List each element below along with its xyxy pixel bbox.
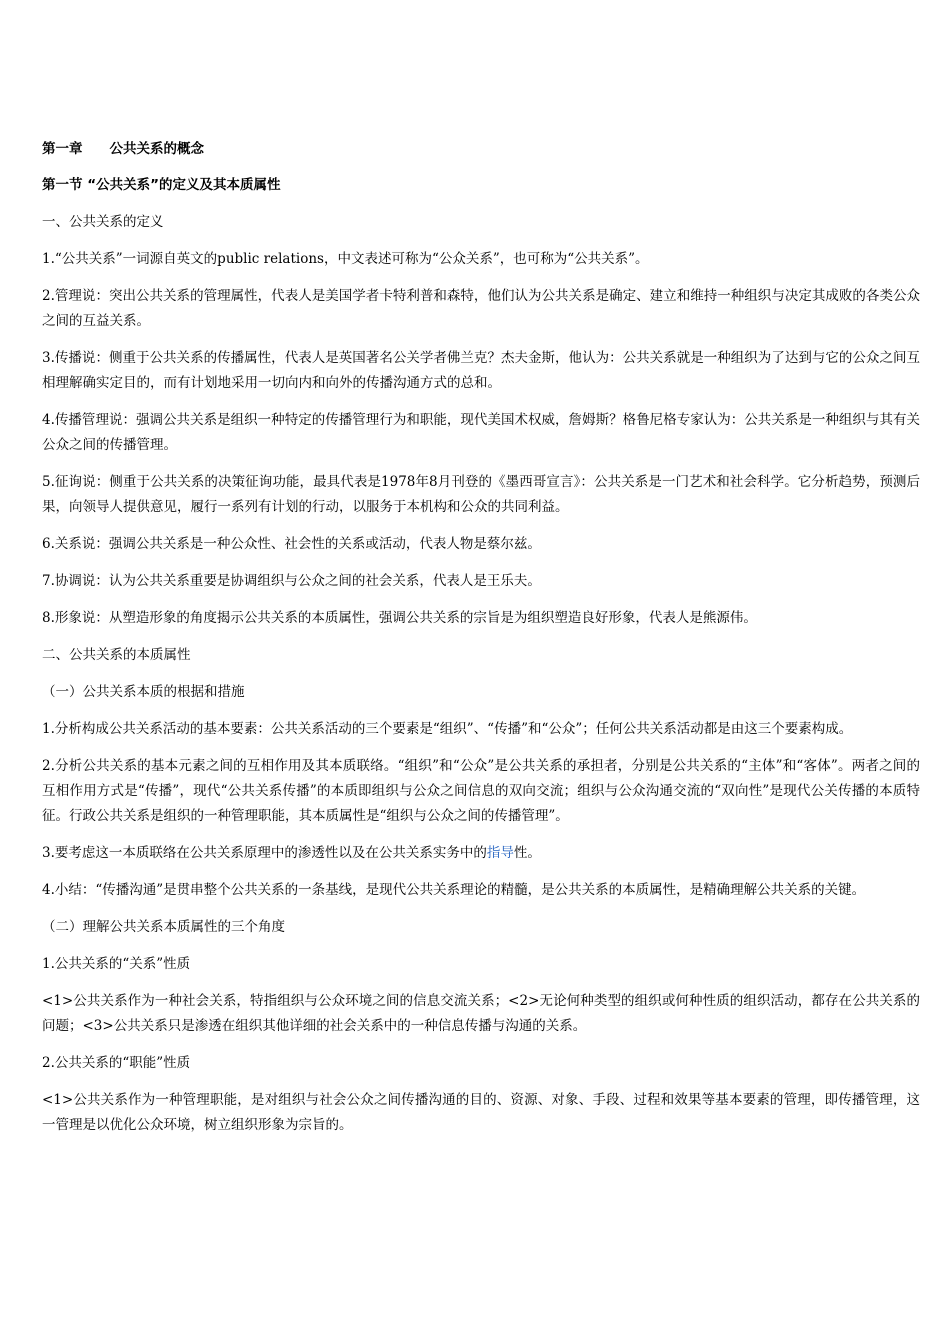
paragraph-subheading-1: （一）公共关系本质的根据和措施: [42, 684, 245, 700]
section-title: 第一节 “公共关系”的定义及其本质属性: [42, 177, 281, 193]
paragraph-interaction: 2.分析公共关系的基本元素之间的互相作用及其本质联络。“组织”和“公众”是公共关系的承担者，分别是公共关系的“主体”和“客体”。两者之间的互相作用方式是“传播”，现代“公共关系传播”的本质即组织与公众之间信息的双向交流；组织与公众沟通交流的“双向性”是现代公关传播的本质特征。行政公共关系是组织的一种管理职能，其本质属性是“组织与公众之间的传播管理”。: [42, 758, 920, 824]
paragraph-penetration-before: 3.要考虑这一本质联络在公共关系原理中的渗透性以及在公共关系实务中的: [42, 845, 487, 861]
paragraph-function-nature: 2.公共关系的“职能”性质: [42, 1055, 191, 1071]
paragraph-7: 7.协调说：认为公共关系重要是协调组织与公众之间的社会关系，代表人是王乐夫。: [42, 573, 541, 589]
paragraph-relation-nature: 1.公共关系的“关系”性质: [42, 956, 191, 972]
paragraph-summary: 4.小结：“传播沟通”是贯串整个公共关系的一条基线，是现代公共关系理论的精髓，是公共关系的本质属性，是精确理解公共关系的关键。: [42, 882, 866, 898]
paragraph-definition-heading: 一、公共关系的定义: [42, 214, 164, 230]
paragraph-function-detail: <1>公共关系作为一种管理职能，是对组织与社会公众之间传播沟通的目的、资源、对象、手段、过程和效果等基本要素的管理，即传播管理，这一管理是以优化公众环境，树立组织形象为宗旨的。: [42, 1092, 920, 1133]
paragraph-relation-detail: <1>公共关系作为一种社会关系，特指组织与公众环境之间的信息交流关系；<2>无论何种类型的组织或何种性质的组织活动，都存在公共关系的问题；<3>公共关系只是渗透在组织其他详细的社会关系中的一种信息传播与沟通的关系。: [42, 993, 920, 1034]
paragraph-subheading-2: （二）理解公共关系本质属性的三个角度: [42, 919, 285, 935]
paragraph-5: 5.征询说：侧重于公共关系的决策征询功能，最具代表是1978年8月刊登的《墨西哥宣言》：公共关系是一门艺术和社会科学。它分析趋势，预测后果，向领导人提供意见，履行一系列有计划的行动，以服务于本机构和公众的共同利益。: [42, 474, 920, 515]
paragraph-6: 6.关系说：强调公共关系是一种公众性、社会性的关系或活动，代表人物是蔡尔兹。: [42, 536, 541, 552]
paragraph-penetration-after: 性。: [513, 845, 541, 861]
document-page: [42, 138, 920, 1150]
paragraph-2: 2.管理说：突出公共关系的管理属性，代表人是美国学者卡特利普和森特，他们认为公共关系是确定、建立和维持一种组织与决定其成败的各类公众之间的互益关系。: [42, 288, 920, 329]
chapter-title: 第一章 公共关系的概念: [42, 141, 204, 157]
paragraph-8: 8.形象说：从塑造形象的角度揭示公共关系的本质属性，强调公共关系的宗旨是为组织塑造良好形象，代表人是熊源伟。: [42, 610, 757, 626]
guidance-link[interactable]: 指导: [486, 845, 514, 861]
paragraph-penetration: [42, 841, 920, 866]
paragraph-elements: 1.分析构成公共关系活动的基本要素：公共关系活动的三个要素是“组织”、“传播”和“公众”；任何公共关系活动都是由这三个要素构成。: [42, 721, 853, 737]
paragraph-1: 1.“公共关系”一词源自英文的public relations，中文表述可称为“公众关系”，也可称为“公共关系”。: [42, 251, 649, 267]
paragraph-4: 4.传播管理说：强调公共关系是组织一种特定的传播管理行为和职能，现代美国术权威，詹姆斯？格鲁尼格专家认为：公共关系是一种组织与其有关公众之间的传播管理。: [42, 412, 920, 453]
paragraph-essence-heading: 二、公共关系的本质属性: [42, 647, 191, 663]
paragraph-3: 3.传播说：侧重于公共关系的传播属性，代表人是英国著名公关学者佛兰克？杰夫金斯，他认为：公共关系就是一种组织为了达到与它的公众之间互相理解确实定目的，而有计划地采用一切向内和向外的传播沟通方式的总和。: [42, 350, 920, 391]
